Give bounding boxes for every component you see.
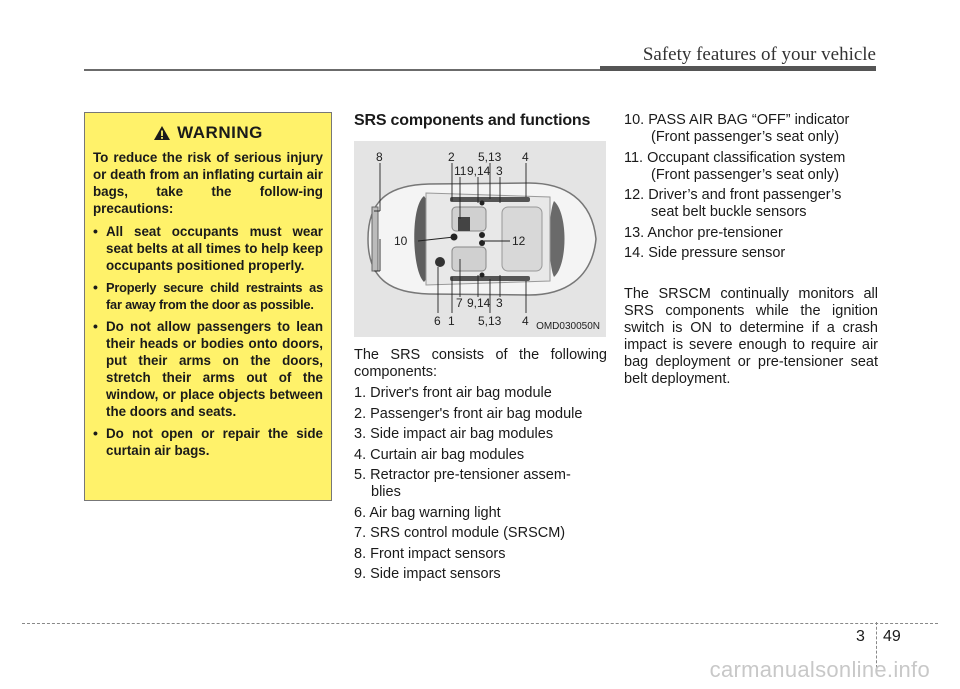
component-text-continued: (Front passenger’s seat only) — [651, 166, 840, 183]
component-item — [354, 426, 607, 443]
car-top-view-illustration — [354, 141, 606, 337]
component-item — [354, 406, 607, 423]
component-item — [624, 150, 878, 184]
warning-item: • Do not open or repair the side curtain air bags. — [93, 425, 323, 459]
callout-3: 3 — [496, 296, 503, 310]
section-number: 3 — [856, 628, 865, 645]
component-item — [354, 385, 607, 402]
component-number: 3. — [354, 426, 367, 442]
callout-1: 1 — [448, 314, 455, 328]
srs-column — [354, 112, 607, 587]
figure-code: OMD030050N — [536, 321, 600, 332]
component-list-continued — [624, 112, 878, 262]
component-text-continued: blies — [371, 484, 401, 500]
section-title: SRS components and functions — [354, 112, 591, 129]
component-number: 11. — [624, 149, 644, 166]
component-number: 13. — [624, 224, 645, 241]
warning-item: • Do not allow passengers to lean their heads or bodies onto doors, put their arms on the doors, stretch their arms out of the window, or place objects between the doors and seats. — [93, 318, 323, 420]
srs-intro: The SRS consists of the following components: — [354, 347, 607, 380]
component-text: Occupant classification system — [647, 149, 846, 166]
srs-diagram — [354, 141, 606, 337]
callout-2: 2 — [448, 150, 455, 164]
component-text: Driver's front air bag module — [370, 385, 552, 401]
srscm-paragraph: The SRSCM continually monitors all SRS components while the ignition switch is ON to determine if a crash impact is severe enough to require air bag deployment or pre-tensioner seat belt deployment. — [624, 286, 878, 387]
component-item — [354, 467, 607, 501]
component-number: 7. — [354, 525, 367, 541]
callout-11: 11 — [454, 164, 467, 178]
component-text: Front impact sensors — [370, 545, 506, 562]
component-text: Curtain air bag modules — [370, 446, 525, 463]
callout-12: 12 — [512, 234, 526, 248]
component-text: Retractor pre-tensioner assem- — [370, 467, 571, 483]
component-text: PASS AIR BAG “OFF” indicator — [648, 112, 850, 128]
component-item — [624, 187, 878, 221]
warning-item: • Properly secure child restraints as far away from the door as possible. — [93, 279, 323, 313]
footer-rule — [22, 623, 938, 624]
component-text: Air bag warning light — [369, 504, 501, 521]
component-text: Side impact sensors — [370, 566, 501, 582]
callout-9-14: 9,14 — [467, 164, 491, 178]
component-list — [354, 385, 607, 583]
component-item — [354, 525, 607, 542]
component-number: 2. — [354, 405, 367, 422]
component-number: 6. — [354, 504, 367, 521]
warning-item: • All seat occupants must wear seat belts at all times to help keep occupants positioned properly. — [93, 223, 323, 274]
component-number: 4. — [354, 446, 367, 463]
component-number: 5. — [354, 467, 367, 483]
srs-column-right — [624, 112, 878, 388]
component-text: Side impact air bag modules — [370, 426, 554, 442]
component-number: 14. — [624, 245, 645, 261]
component-number: 1. — [354, 385, 367, 401]
component-item — [354, 447, 607, 464]
component-number: 12. — [624, 187, 645, 203]
page-number: 49 — [883, 628, 901, 645]
warning-box — [84, 112, 332, 501]
component-text: Side pressure sensor — [648, 245, 786, 261]
component-number: 8. — [354, 545, 367, 562]
callout-5-13: 5,13 — [478, 150, 502, 164]
callout-4: 4 — [522, 150, 529, 164]
component-item — [354, 505, 607, 522]
component-item — [624, 112, 878, 146]
callout-4: 4 — [522, 314, 529, 328]
component-text-continued: seat belt buckle sensors — [651, 204, 807, 220]
component-item — [624, 245, 878, 262]
callout-8: 8 — [376, 150, 383, 164]
warning-intro: To reduce the risk of serious injury or death from an inflating curtain air bags, take the follow-ing precautions: — [93, 150, 323, 216]
component-item — [354, 546, 607, 563]
component-text-continued: (Front passenger’s seat only) — [651, 129, 840, 145]
warning-heading — [93, 123, 323, 143]
callout-10: 10 — [394, 234, 408, 248]
component-number: 10. — [624, 112, 645, 128]
running-header: Safety features of your vehicle — [642, 44, 876, 65]
watermark: carmanualsonline.info — [709, 657, 930, 682]
component-text: SRS control module (SRSCM) — [370, 525, 566, 541]
callout-7: 7 — [456, 296, 463, 310]
component-text: Anchor pre-tensioner — [647, 224, 783, 241]
component-item — [354, 566, 607, 583]
warning-triangle-icon — [153, 125, 171, 141]
component-item — [624, 225, 878, 242]
warning-title: WARNING — [177, 123, 263, 142]
header-rule-accent — [600, 66, 876, 71]
callout-5-13: 5,13 — [478, 314, 502, 328]
component-number: 9. — [354, 566, 367, 582]
callout-6: 6 — [434, 314, 441, 328]
callout-3: 3 — [496, 164, 503, 178]
warning-list — [93, 223, 323, 459]
component-text: Passenger's front air bag module — [370, 405, 583, 422]
callout-9-14: 9,14 — [467, 296, 491, 310]
component-text: Driver’s and front passenger’s — [648, 187, 842, 203]
